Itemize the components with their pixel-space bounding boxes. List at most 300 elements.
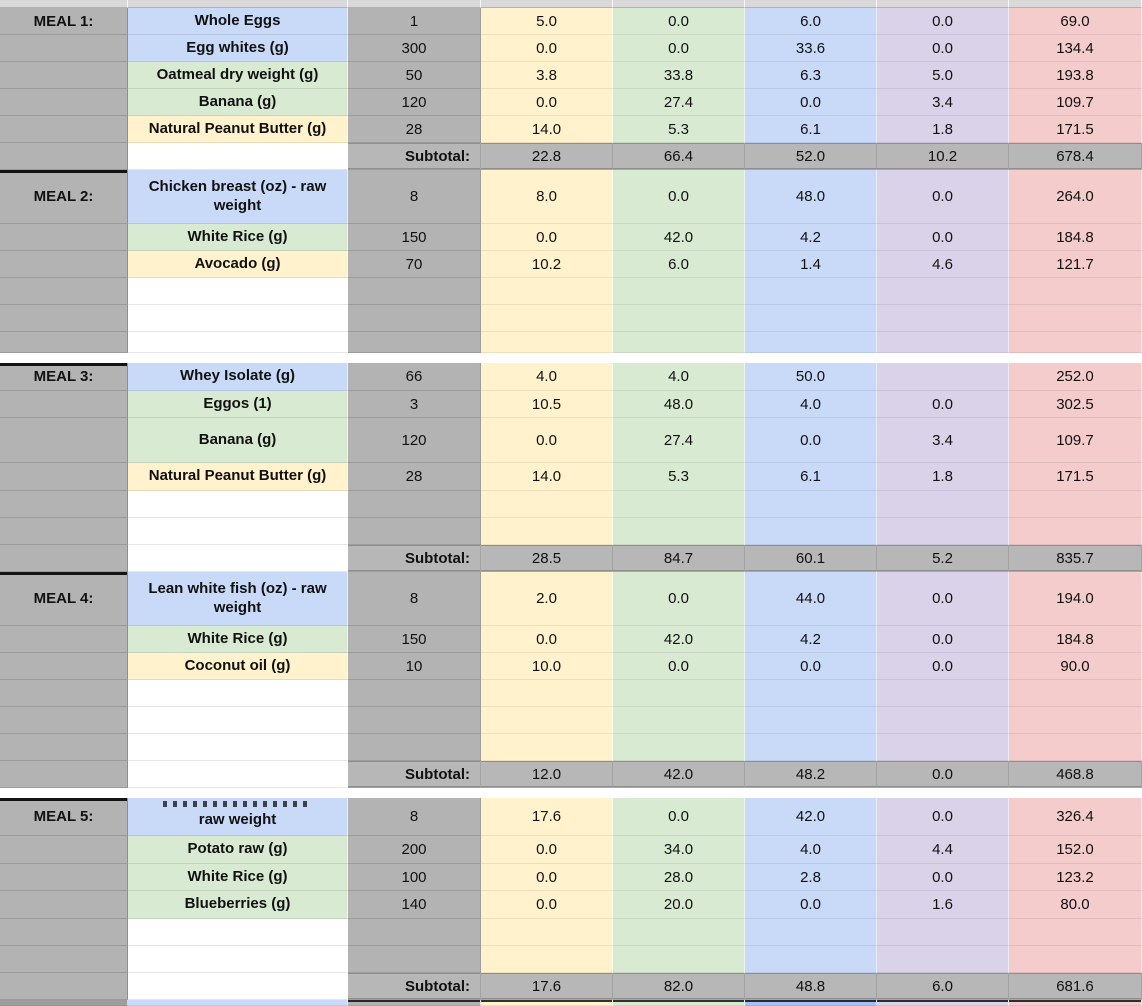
calories-cell[interactable]: [1009, 251, 1142, 278]
food-item-name: Blueberries (g): [184, 895, 291, 913]
carbs-grams-cell[interactable]: [613, 518, 745, 545]
fiber-grams-cell[interactable]: [877, 545, 1009, 572]
fiber-grams-cell[interactable]: [877, 224, 1009, 251]
food-item-name: Potato raw (g): [187, 840, 288, 858]
serving-qty-cell[interactable]: [348, 946, 481, 973]
meal-label-cell[interactable]: [0, 224, 128, 251]
food-item-cell[interactable]: [128, 251, 348, 278]
serving-qty-cell[interactable]: [348, 836, 481, 864]
protein-grams-cell[interactable]: [745, 224, 877, 251]
food-item-cell[interactable]: [128, 518, 348, 545]
fat-grams-cell[interactable]: [481, 864, 613, 891]
carbs-grams-cell[interactable]: [613, 680, 745, 707]
meal-label-cell[interactable]: [0, 363, 128, 391]
protein-grams-cell[interactable]: [745, 946, 877, 973]
carbs-grams-cell[interactable]: [613, 545, 745, 572]
fiber-grams-cell[interactable]: [877, 391, 1009, 418]
fat-grams-cell[interactable]: [481, 946, 613, 973]
carbs-grams-cell[interactable]: [613, 418, 745, 463]
carbs-grams-cell[interactable]: [613, 626, 745, 653]
meal-label-cell[interactable]: [0, 35, 128, 62]
cell-value: 0.0: [932, 868, 953, 886]
food-item-cell[interactable]: [128, 572, 348, 626]
protein-grams-cell[interactable]: [745, 8, 877, 35]
protein-grams-cell[interactable]: [745, 418, 877, 463]
meal-label-cell[interactable]: [0, 946, 128, 973]
meal-label-cell[interactable]: [0, 463, 128, 491]
meal-label-cell[interactable]: [0, 170, 128, 224]
fiber-grams-cell[interactable]: [877, 143, 1009, 170]
meal-label-cell[interactable]: [0, 919, 128, 946]
subtotal-label: Subtotal:: [405, 147, 470, 165]
food-item-cell[interactable]: [128, 919, 348, 946]
protein-grams-cell[interactable]: [745, 891, 877, 919]
fat-grams-cell[interactable]: [481, 653, 613, 680]
cell-value: 3.8: [536, 66, 557, 84]
protein-grams-cell[interactable]: [745, 305, 877, 332]
fiber-grams-cell[interactable]: [877, 864, 1009, 891]
protein-grams-cell[interactable]: [745, 626, 877, 653]
subtotal-label-cell[interactable]: [348, 143, 481, 170]
meal-label-cell[interactable]: [0, 116, 128, 143]
fat-grams-cell[interactable]: [481, 305, 613, 332]
carbs-grams-cell[interactable]: [613, 62, 745, 89]
serving-qty-cell[interactable]: [348, 224, 481, 251]
serving-qty-cell[interactable]: [348, 62, 481, 89]
meal-label-cell[interactable]: [0, 680, 128, 707]
carbs-grams-cell[interactable]: [613, 973, 745, 1000]
meal-label-cell[interactable]: [0, 278, 128, 305]
food-item-cell[interactable]: [128, 626, 348, 653]
protein-grams-cell[interactable]: [745, 545, 877, 572]
carbs-grams-cell[interactable]: [613, 707, 745, 734]
meal-label-cell[interactable]: [0, 864, 128, 891]
meal-label-cell[interactable]: [0, 973, 128, 1000]
protein-grams-cell[interactable]: [745, 973, 877, 1000]
calories-cell[interactable]: [1009, 491, 1142, 518]
calories-cell[interactable]: [1009, 35, 1142, 62]
carbs-grams-cell[interactable]: [613, 919, 745, 946]
fat-grams-cell[interactable]: [481, 919, 613, 946]
clipped-cell: [613, 0, 745, 8]
fiber-grams-cell[interactable]: [877, 798, 1009, 836]
calories-cell[interactable]: [1009, 278, 1142, 305]
fat-grams-cell[interactable]: [481, 734, 613, 761]
fat-grams-cell[interactable]: [481, 836, 613, 864]
fiber-grams-cell[interactable]: [877, 680, 1009, 707]
fiber-grams-cell[interactable]: [877, 707, 1009, 734]
meal-item-row: [0, 8, 1142, 35]
meal-label-cell[interactable]: [0, 653, 128, 680]
serving-qty-cell[interactable]: [348, 707, 481, 734]
serving-qty-value: 28: [405, 120, 423, 138]
calories-cell[interactable]: [1009, 973, 1142, 1000]
calories-cell[interactable]: [1009, 626, 1142, 653]
serving-qty-cell[interactable]: [348, 363, 481, 391]
fiber-grams-cell[interactable]: [877, 363, 1009, 391]
serving-qty-cell[interactable]: [348, 572, 481, 626]
serving-qty-cell[interactable]: [348, 626, 481, 653]
carbs-grams-cell[interactable]: [613, 305, 745, 332]
food-item-name: Avocado (g): [194, 254, 281, 272]
fat-grams-cell[interactable]: [481, 224, 613, 251]
food-item-cell[interactable]: [128, 224, 348, 251]
fat-grams-cell[interactable]: [481, 332, 613, 353]
food-item-cell[interactable]: [128, 463, 348, 491]
carbs-grams-cell[interactable]: [613, 572, 745, 626]
carbs-grams-cell[interactable]: [613, 89, 745, 116]
calories-cell[interactable]: [1009, 62, 1142, 89]
protein-grams-cell[interactable]: [745, 170, 877, 224]
serving-qty-cell[interactable]: [348, 332, 481, 353]
carbs-grams-cell[interactable]: [613, 363, 745, 391]
fat-grams-cell[interactable]: [481, 391, 613, 418]
carbs-grams-cell[interactable]: [613, 836, 745, 864]
serving-qty-cell[interactable]: [348, 734, 481, 761]
fat-grams-cell[interactable]: [481, 798, 613, 836]
carbs-grams-cell[interactable]: [613, 761, 745, 788]
cell-value: 835.7: [1056, 549, 1094, 567]
calories-cell[interactable]: [1009, 116, 1142, 143]
food-item-cell[interactable]: [128, 363, 348, 391]
fiber-grams-cell[interactable]: [877, 251, 1009, 278]
cell-value: 10.2: [531, 255, 562, 273]
food-item-cell[interactable]: [128, 170, 348, 224]
fiber-grams-cell[interactable]: [877, 35, 1009, 62]
cell-value: 326.4: [1056, 808, 1094, 825]
food-item-cell[interactable]: [128, 35, 348, 62]
fiber-grams-cell[interactable]: [877, 891, 1009, 919]
calories-cell[interactable]: [1009, 332, 1142, 353]
calories-cell[interactable]: [1009, 836, 1142, 864]
cell-value: 48.0: [663, 395, 694, 413]
protein-grams-cell[interactable]: [745, 491, 877, 518]
calories-cell[interactable]: [1009, 919, 1142, 946]
meal-label-cell[interactable]: [0, 89, 128, 116]
fat-grams-cell[interactable]: [481, 62, 613, 89]
protein-grams-cell[interactable]: [745, 391, 877, 418]
carbs-grams-cell[interactable]: [613, 491, 745, 518]
subtotal-label-cell[interactable]: [348, 545, 481, 572]
carbs-grams-cell[interactable]: [613, 278, 745, 305]
serving-qty-cell[interactable]: [348, 418, 481, 463]
fat-grams-cell[interactable]: [481, 143, 613, 170]
clipped-next-row-cell: [128, 1000, 348, 1006]
serving-qty-cell[interactable]: [348, 391, 481, 418]
fat-grams-cell[interactable]: [481, 973, 613, 1000]
food-item-cell[interactable]: [128, 278, 348, 305]
carbs-grams-cell[interactable]: [613, 116, 745, 143]
fat-grams-cell[interactable]: [481, 491, 613, 518]
serving-qty-cell[interactable]: [348, 170, 481, 224]
protein-grams-cell[interactable]: [745, 251, 877, 278]
serving-qty-value: 140: [401, 896, 427, 913]
meal-item-row: [0, 864, 1142, 891]
cell-value: 8.0: [536, 188, 557, 205]
carbs-grams-cell[interactable]: [613, 170, 745, 224]
serving-qty-cell[interactable]: [348, 116, 481, 143]
fat-grams-cell[interactable]: [481, 170, 613, 224]
fiber-grams-cell[interactable]: [877, 305, 1009, 332]
fiber-grams-cell[interactable]: [877, 626, 1009, 653]
carbs-grams-cell[interactable]: [613, 224, 745, 251]
carbs-grams-cell[interactable]: [613, 251, 745, 278]
fiber-grams-cell[interactable]: [877, 8, 1009, 35]
fat-grams-cell[interactable]: [481, 626, 613, 653]
fiber-grams-cell[interactable]: [877, 653, 1009, 680]
fat-grams-cell[interactable]: [481, 891, 613, 919]
serving-qty-cell[interactable]: [348, 251, 481, 278]
fiber-grams-cell[interactable]: [877, 463, 1009, 491]
fiber-grams-cell[interactable]: [877, 761, 1009, 788]
cell-value: 184.8: [1056, 630, 1094, 648]
meal-label-cell[interactable]: [0, 545, 128, 572]
meal-label-cell[interactable]: [0, 491, 128, 518]
calories-cell[interactable]: [1009, 653, 1142, 680]
fat-grams-cell[interactable]: [481, 8, 613, 35]
serving-qty-cell[interactable]: [348, 491, 481, 518]
protein-grams-cell[interactable]: [745, 363, 877, 391]
fiber-grams-cell[interactable]: [877, 734, 1009, 761]
meal-label-cell[interactable]: [0, 305, 128, 332]
fat-grams-cell[interactable]: [481, 680, 613, 707]
protein-grams-cell[interactable]: [745, 62, 877, 89]
meal-label-cell[interactable]: [0, 418, 128, 463]
calories-cell[interactable]: [1009, 8, 1142, 35]
calories-cell[interactable]: [1009, 305, 1142, 332]
fiber-grams-cell[interactable]: [877, 89, 1009, 116]
meal-item-row: [0, 391, 1142, 418]
carbs-grams-cell[interactable]: [613, 463, 745, 491]
fat-grams-cell[interactable]: [481, 89, 613, 116]
food-item-cell[interactable]: [128, 391, 348, 418]
meal-label-cell[interactable]: [0, 518, 128, 545]
meal-label-cell[interactable]: [0, 251, 128, 278]
serving-qty-cell[interactable]: [348, 919, 481, 946]
protein-grams-cell[interactable]: [745, 463, 877, 491]
food-item-cell[interactable]: [128, 332, 348, 353]
protein-grams-cell[interactable]: [745, 707, 877, 734]
protein-grams-cell[interactable]: [745, 836, 877, 864]
meal-item-row: [0, 418, 1142, 463]
fat-grams-cell[interactable]: [481, 545, 613, 572]
serving-qty-cell[interactable]: [348, 278, 481, 305]
protein-grams-cell[interactable]: [745, 143, 877, 170]
fat-grams-cell[interactable]: [481, 707, 613, 734]
serving-qty-cell[interactable]: [348, 8, 481, 35]
fiber-grams-cell[interactable]: [877, 973, 1009, 1000]
food-item-cell[interactable]: [128, 946, 348, 973]
serving-qty-cell[interactable]: [348, 680, 481, 707]
calories-cell[interactable]: [1009, 170, 1142, 224]
fiber-grams-cell[interactable]: [877, 518, 1009, 545]
fiber-grams-cell[interactable]: [877, 278, 1009, 305]
cell-value: 42.0: [663, 630, 694, 648]
fiber-grams-cell[interactable]: [877, 836, 1009, 864]
fat-grams-cell[interactable]: [481, 278, 613, 305]
serving-qty-cell[interactable]: [348, 463, 481, 491]
calories-cell[interactable]: [1009, 143, 1142, 170]
protein-grams-cell[interactable]: [745, 761, 877, 788]
carbs-grams-cell[interactable]: [613, 946, 745, 973]
food-item-cell[interactable]: [128, 707, 348, 734]
meal-item-row: [0, 463, 1142, 491]
meal-item-row: [0, 35, 1142, 62]
carbs-grams-cell[interactable]: [613, 734, 745, 761]
fiber-grams-cell[interactable]: [877, 418, 1009, 463]
calories-cell[interactable]: [1009, 518, 1142, 545]
calories-cell[interactable]: [1009, 946, 1142, 973]
food-item-cell[interactable]: [128, 798, 348, 836]
clipped-cell: [877, 0, 1009, 8]
cell-value: 171.5: [1056, 120, 1094, 138]
fat-grams-cell[interactable]: [481, 463, 613, 491]
calories-cell[interactable]: [1009, 707, 1142, 734]
meal-label-cell[interactable]: [0, 572, 128, 626]
protein-grams-cell[interactable]: [745, 518, 877, 545]
protein-grams-cell[interactable]: [745, 332, 877, 353]
serving-qty-cell[interactable]: [348, 35, 481, 62]
calories-cell[interactable]: [1009, 463, 1142, 491]
food-item-cell[interactable]: [128, 491, 348, 518]
meal-item-row: [0, 89, 1142, 116]
serving-qty-value: 8: [409, 590, 419, 607]
protein-grams-cell[interactable]: [745, 35, 877, 62]
food-item-cell[interactable]: [128, 653, 348, 680]
food-item-cell[interactable]: [128, 89, 348, 116]
meal-label-cell[interactable]: [0, 707, 128, 734]
subtotal-row: [0, 545, 1142, 572]
calories-cell[interactable]: [1009, 734, 1142, 761]
serving-qty-cell[interactable]: [348, 89, 481, 116]
food-item-cell[interactable]: [128, 8, 348, 35]
calories-cell[interactable]: [1009, 572, 1142, 626]
clipped-next-row-cell: [348, 1000, 481, 1006]
food-item-cell[interactable]: [128, 62, 348, 89]
meal-label-cell[interactable]: [0, 391, 128, 418]
serving-qty-cell[interactable]: [348, 305, 481, 332]
fiber-grams-cell[interactable]: [877, 332, 1009, 353]
clipped-next-row-cell: [0, 1000, 128, 1006]
calories-cell[interactable]: [1009, 363, 1142, 391]
food-item-cell[interactable]: [128, 418, 348, 463]
fiber-grams-cell[interactable]: [877, 170, 1009, 224]
fat-grams-cell[interactable]: [481, 418, 613, 463]
subtotal-label-cell[interactable]: [348, 761, 481, 788]
food-item-cell[interactable]: [128, 973, 348, 1000]
protein-grams-cell[interactable]: [745, 680, 877, 707]
fat-grams-cell[interactable]: [481, 572, 613, 626]
calories-cell[interactable]: [1009, 418, 1142, 463]
food-item-cell[interactable]: [128, 891, 348, 919]
calories-cell[interactable]: [1009, 89, 1142, 116]
fiber-grams-cell[interactable]: [877, 946, 1009, 973]
protein-grams-cell[interactable]: [745, 734, 877, 761]
serving-qty-cell[interactable]: [348, 653, 481, 680]
carbs-grams-cell[interactable]: [613, 143, 745, 170]
carbs-grams-cell[interactable]: [613, 35, 745, 62]
meal-label-cell[interactable]: [0, 332, 128, 353]
food-item-cell[interactable]: [128, 143, 348, 170]
cell-value: 152.0: [1056, 841, 1094, 858]
carbs-grams-cell[interactable]: [613, 891, 745, 919]
carbs-grams-cell[interactable]: [613, 391, 745, 418]
serving-qty-value: 8: [409, 188, 419, 205]
protein-grams-cell[interactable]: [745, 572, 877, 626]
food-item-cell[interactable]: [128, 836, 348, 864]
carbs-grams-cell[interactable]: [613, 8, 745, 35]
serving-qty-cell[interactable]: [348, 518, 481, 545]
protein-grams-cell[interactable]: [745, 919, 877, 946]
carbs-grams-cell[interactable]: [613, 332, 745, 353]
protein-grams-cell[interactable]: [745, 116, 877, 143]
fat-grams-cell[interactable]: [481, 761, 613, 788]
meal-label-cell[interactable]: [0, 8, 128, 35]
calories-cell[interactable]: [1009, 798, 1142, 836]
calories-cell[interactable]: [1009, 761, 1142, 788]
cell-value: 12.0: [531, 765, 562, 783]
calories-cell[interactable]: [1009, 224, 1142, 251]
serving-qty-cell[interactable]: [348, 864, 481, 891]
serving-qty-cell[interactable]: [348, 798, 481, 836]
calories-cell[interactable]: [1009, 864, 1142, 891]
calories-cell[interactable]: [1009, 891, 1142, 919]
fat-grams-cell[interactable]: [481, 518, 613, 545]
carbs-grams-cell[interactable]: [613, 798, 745, 836]
calories-cell[interactable]: [1009, 391, 1142, 418]
carbs-grams-cell[interactable]: [613, 864, 745, 891]
cell-value: 28.5: [531, 549, 562, 567]
protein-grams-cell[interactable]: [745, 798, 877, 836]
meal-label-cell[interactable]: [0, 891, 128, 919]
fat-grams-cell[interactable]: [481, 116, 613, 143]
meal-label-cell[interactable]: [0, 836, 128, 864]
fat-grams-cell[interactable]: [481, 35, 613, 62]
protein-grams-cell[interactable]: [745, 89, 877, 116]
food-item-cell[interactable]: [128, 116, 348, 143]
meal-label-cell[interactable]: [0, 143, 128, 170]
sheet-section: [0, 0, 1142, 353]
fat-grams-cell[interactable]: [481, 251, 613, 278]
cell-value: 50.0: [795, 368, 826, 385]
food-item-cell[interactable]: [128, 864, 348, 891]
meal-label-cell[interactable]: [0, 62, 128, 89]
calories-cell[interactable]: [1009, 545, 1142, 572]
protein-grams-cell[interactable]: [745, 864, 877, 891]
meal-label-cell[interactable]: [0, 626, 128, 653]
food-item-cell[interactable]: [128, 305, 348, 332]
fat-grams-cell[interactable]: [481, 363, 613, 391]
carbs-grams-cell[interactable]: [613, 653, 745, 680]
meal-label-cell[interactable]: [0, 798, 128, 836]
food-item-cell[interactable]: [128, 545, 348, 572]
fiber-grams-cell[interactable]: [877, 919, 1009, 946]
fiber-grams-cell[interactable]: [877, 62, 1009, 89]
calories-cell[interactable]: [1009, 680, 1142, 707]
fiber-grams-cell[interactable]: [877, 491, 1009, 518]
serving-qty-cell[interactable]: [348, 891, 481, 919]
food-item-cell[interactable]: [128, 761, 348, 788]
protein-grams-cell[interactable]: [745, 653, 877, 680]
subtotal-label-cell[interactable]: [348, 973, 481, 1000]
fiber-grams-cell[interactable]: [877, 116, 1009, 143]
protein-grams-cell[interactable]: [745, 278, 877, 305]
meal-label-cell[interactable]: [0, 761, 128, 788]
food-item-cell[interactable]: [128, 734, 348, 761]
meal-label-cell[interactable]: [0, 734, 128, 761]
food-item-cell[interactable]: [128, 680, 348, 707]
fiber-grams-cell[interactable]: [877, 572, 1009, 626]
